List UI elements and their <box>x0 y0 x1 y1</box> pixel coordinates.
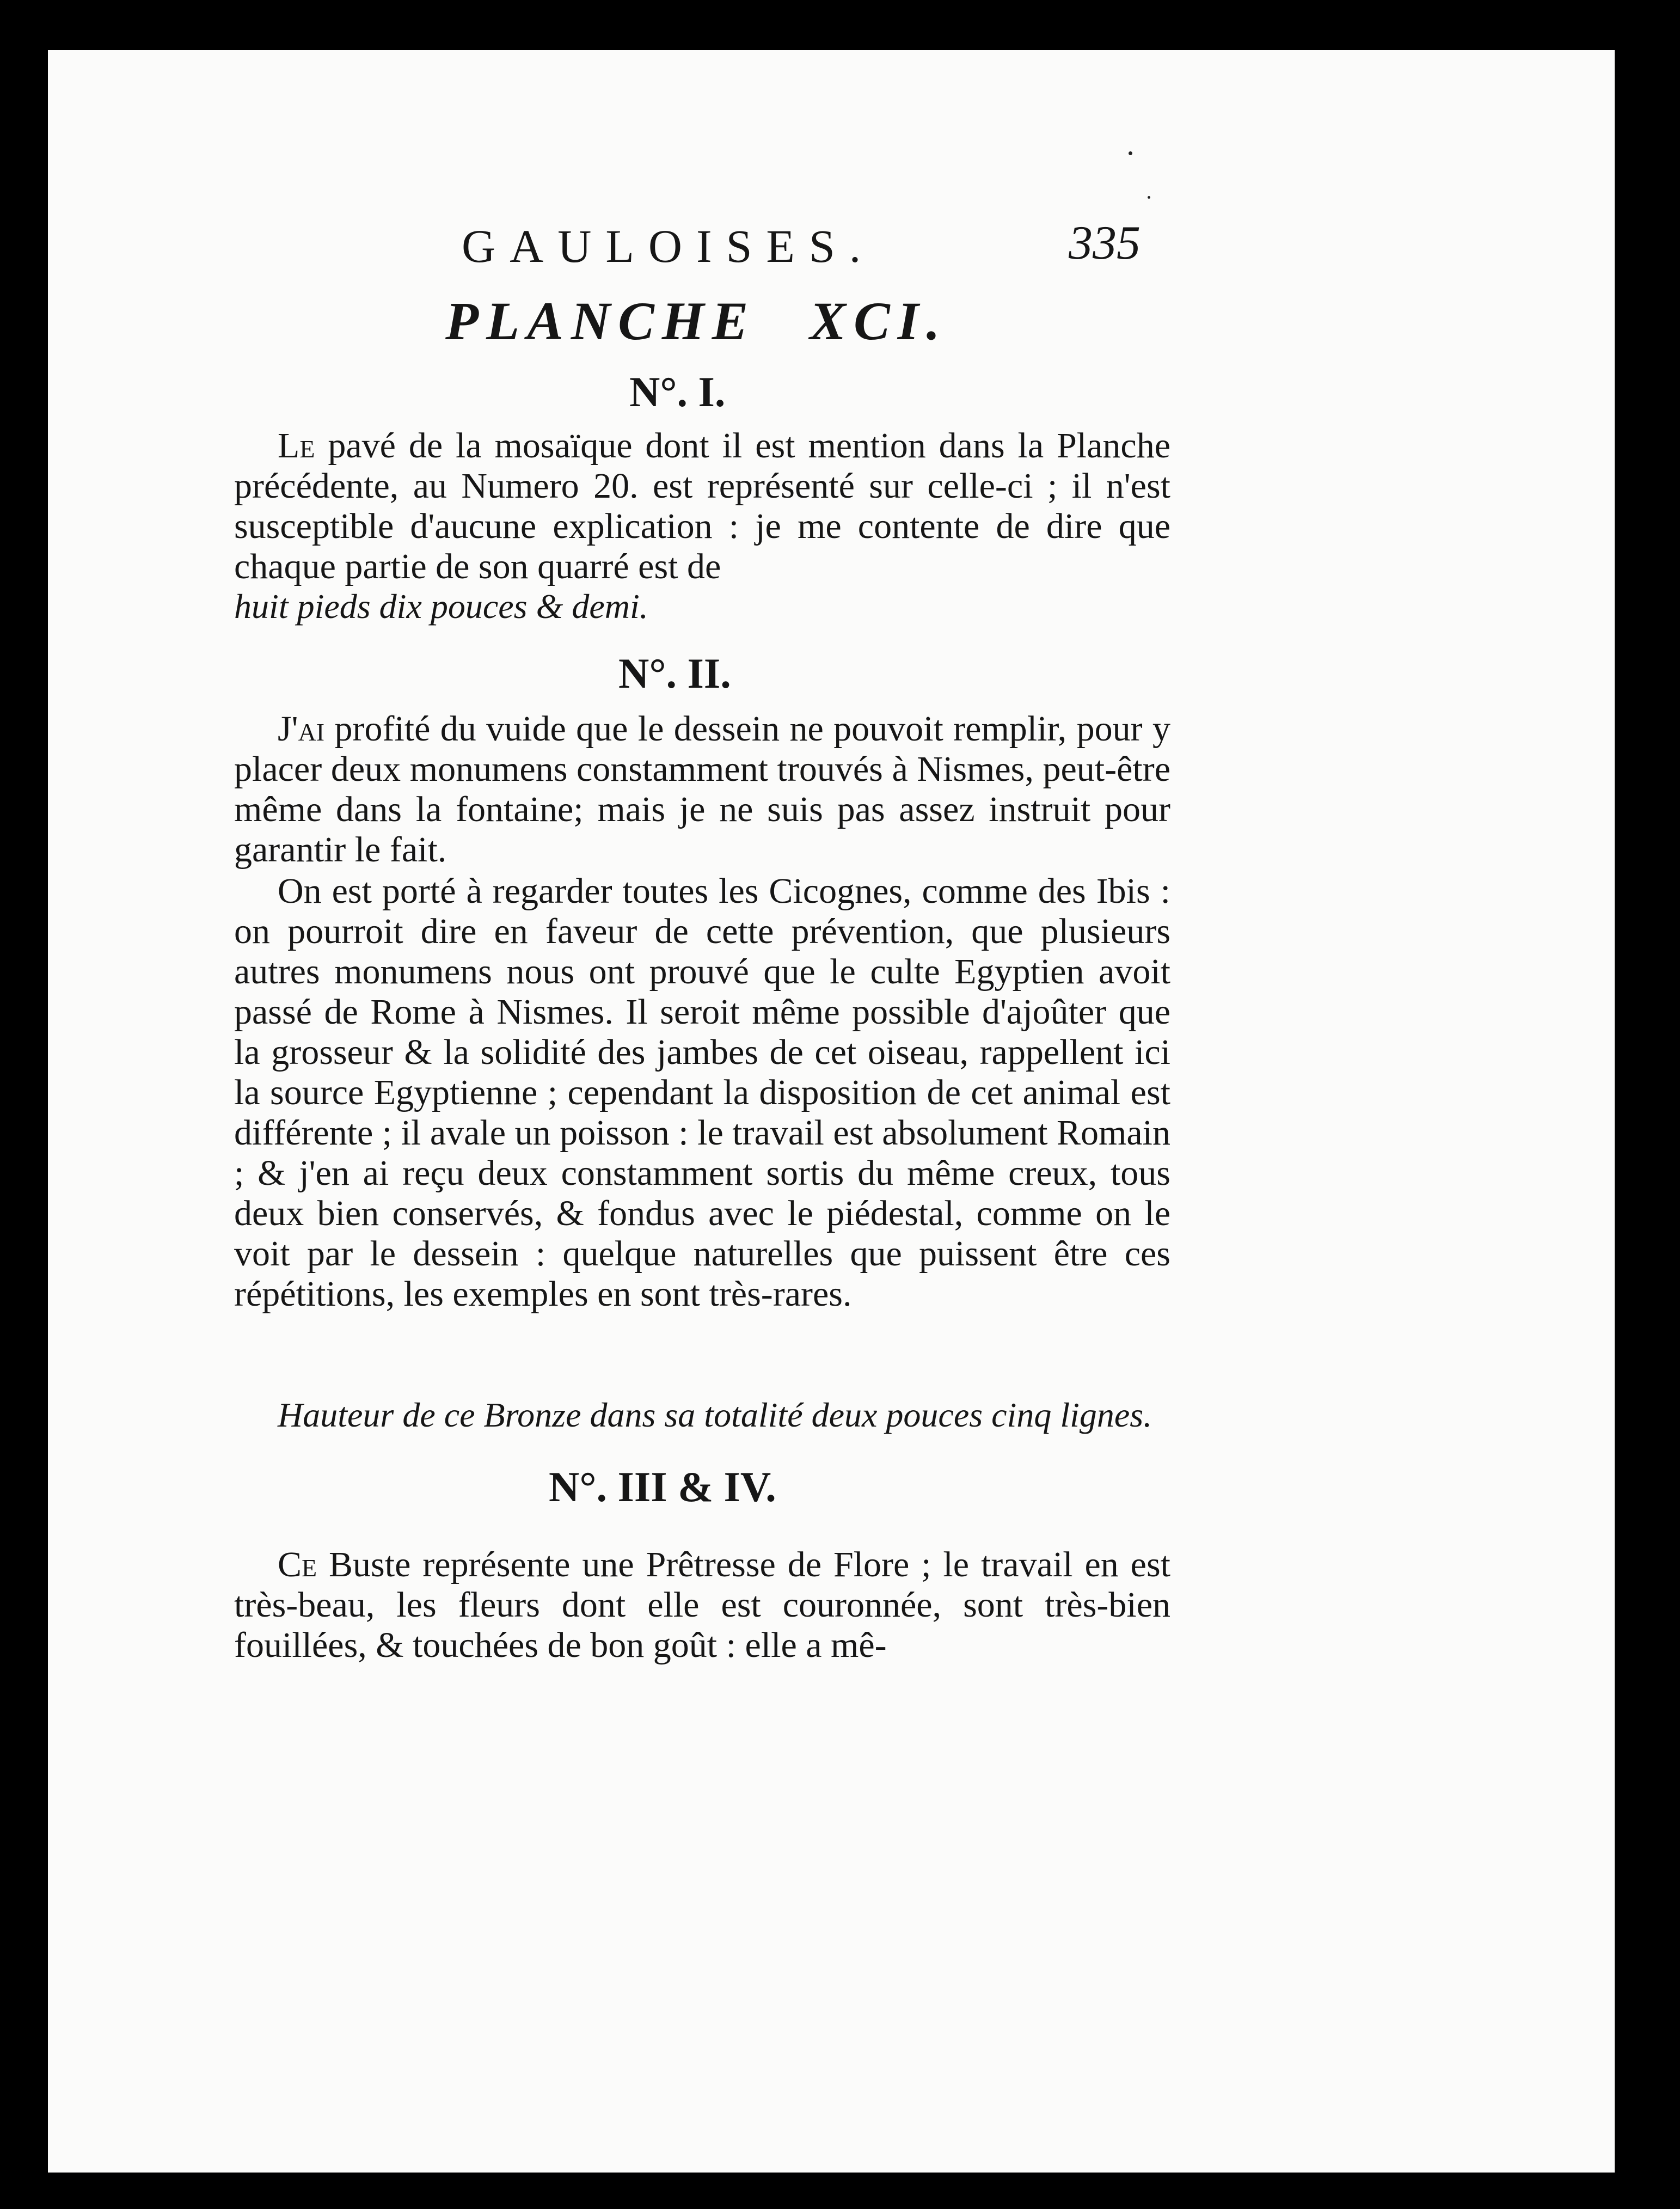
paragraph <box>234 1545 1170 1666</box>
paragraph-lead: J'ai <box>278 709 325 749</box>
book-page <box>48 50 1615 2173</box>
ink-speck <box>1129 151 1132 155</box>
paragraph <box>234 709 1170 870</box>
paragraph <box>234 871 1170 1314</box>
dimension-note: huit pieds dix pouces & demi. <box>234 587 648 626</box>
plate-title: PLANCHE XCI. <box>445 291 948 351</box>
ink-speck <box>1148 196 1150 199</box>
paragraph-text: profité du vuide que le dessein ne pouvoit remplir, pour y placer deux monumens constamment trouvés à Nismes, peut-être même dans la fontaine; mais je ne suis pas assez instruit pour garantir le fait. <box>234 709 1170 870</box>
section-heading-1: N°. I. <box>629 368 726 415</box>
page-header <box>462 219 1169 284</box>
paragraph <box>234 426 1170 587</box>
page-number: 335 <box>1069 217 1141 270</box>
running-head: GAULOISES. <box>462 220 875 272</box>
paragraph-text: pavé de la mosaïque dont il est mention dans la Planche précédente, au Numero 20. est représenté sur celle-ci ; il n'est susceptible d'aucune explication : je me contente de dire que chaque partie de son quarré est de <box>234 426 1170 586</box>
paragraph-text: Buste représente une Prêtresse de Flore ; le travail en est très-beau, les fleurs dont elle est couronnée, sont très-bien fouillées, & touchées de bon goût : elle a mê- <box>234 1545 1170 1665</box>
paragraph-lead: Le <box>278 426 315 466</box>
paragraph-text: On est porté à regarder toutes les Cicognes, comme des Ibis : on pourroit dire en faveur de cette prévention, que plusieurs autres monumens nous ont prouvé que le culte Egyptien avoit passé de Rome à Nismes. Il seroit même possible d'ajoûter que la grosseur & la solidité des jambes de cet oiseau, rappellent ici la source Egyptienne ; cependant la disposition de cet animal est différente ; il avale un poisson : le travail est absolument Romain ; & j'en ai reçu deux constamment sortis du même creux, tous deux bien conservés, & fondus avec le piédestal, comme on le voit par le dessein : quelque naturelles que puissent être ces répétitions, les exemples en sont très-rares. <box>234 871 1170 1314</box>
section-heading-3: N°. III & IV. <box>549 1463 776 1510</box>
dimension-note: Hauteur de ce Bronze dans sa totalité deux pouces cinq lignes. <box>278 1396 1152 1434</box>
paragraph-lead: Ce <box>278 1545 317 1584</box>
section-heading-2: N°. II. <box>618 650 731 697</box>
